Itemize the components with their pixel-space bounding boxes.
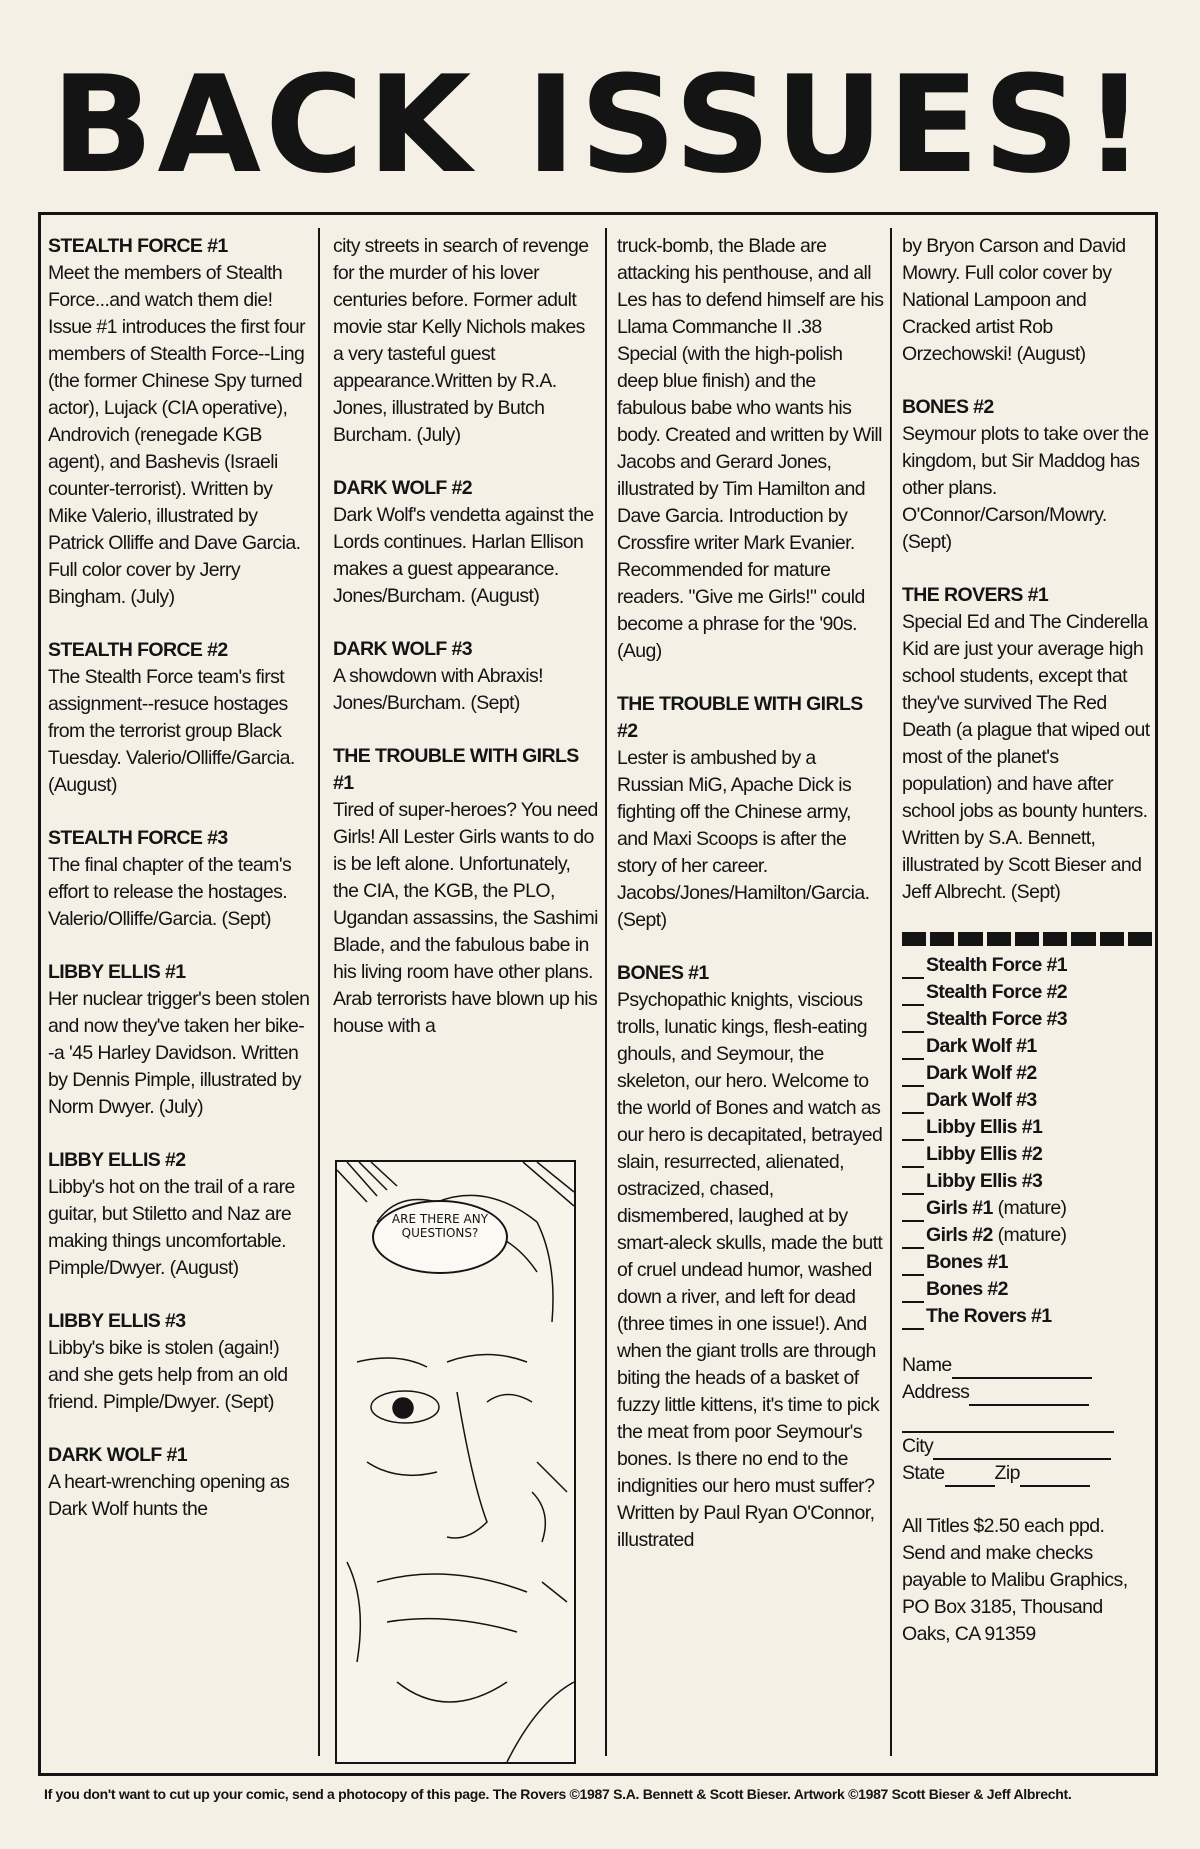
column-divider <box>890 228 892 1756</box>
issue-title: STEALTH FORCE #2 <box>48 639 228 661</box>
footer-note: If you don't want to cut up your comic, send a photocopy of this page. The Rovers ©1987 S.A. Bennett & Scott Bieser. Artwork ©1987 Scott Bieser & Jeff Albrecht. <box>44 1786 1072 1802</box>
order-checkbox-libby-ellis-3[interactable]: Libby Ellis #3 <box>902 1168 1152 1195</box>
price-instructions: All Titles $2.50 each ppd. Send and make checks payable to Malibu Graphics, PO Box 3185, Thousand Oaks, CA 91359 <box>902 1515 1128 1645</box>
divider-bars <box>902 932 1152 946</box>
column-divider <box>318 228 320 1756</box>
issue-description: Special Ed and The Cinderella Kid are just your average high school students, except that they've survived The Red Death (a plague that wiped out most of the planet's population) and have after school jobs as bounty hunters. Written by S.A. Bennett, illustrated by Scott Bieser and Jeff Albrecht. (Sept) <box>902 611 1150 903</box>
issue-description: Lester is ambushed by a Russian MiG, Apache Dick is fighting off the Chinese army, and Maxi Scoops is after the story of her career. Jacobs/Jones/Hamilton/Garcia. (Sept) <box>617 747 870 931</box>
issue-description: The Stealth Force team's first assignment--resuce hostages from the terrorist group Black Tuesday. Valerio/Olliffe/Garcia. (August) <box>48 666 295 796</box>
issue-entry <box>333 475 598 610</box>
issue-title: DARK WOLF #2 <box>333 477 473 499</box>
issue-description: A heart-wrenching opening as Dark Wolf hunts the <box>48 1471 290 1520</box>
order-checkbox-bones-2[interactable]: Bones #2 <box>902 1276 1152 1303</box>
column-divider <box>605 228 607 1756</box>
issue-entry <box>48 1147 310 1282</box>
order-checkbox-girls-1[interactable]: Girls #1 (mature) <box>902 1195 1152 1222</box>
issue-title: BONES #1 <box>617 962 709 984</box>
issue-title: THE ROVERS #1 <box>902 584 1049 606</box>
issue-title: THE TROUBLE WITH GIRLS #2 <box>617 693 863 742</box>
order-checkbox-dark-wolf-3[interactable]: Dark Wolf #3 <box>902 1087 1152 1114</box>
issue-description: Dark Wolf's vendetta against the Lords continues. Harlan Ellison makes a guest appearance. Jones/Burcham. (August) <box>333 504 594 607</box>
address-line-2[interactable] <box>902 1406 1152 1433</box>
issue-description: city streets in search of revenge for the murder of his lover centuries before. Former adult movie star Kelly Nichols makes a very tasteful guest appearance.Written by R.A. Jones, illustrated by Butch Burcham. (July) <box>333 235 589 446</box>
order-checkbox-bones-1[interactable]: Bones #1 <box>902 1249 1152 1276</box>
issue-title: BONES #2 <box>902 396 994 418</box>
page-title: BACK ISSUES! <box>51 47 1149 203</box>
address-field[interactable]: Address <box>902 1379 1152 1406</box>
issue-description: The final chapter of the team's effort to release the hostages. Valerio/Olliffe/Garcia. (Sept) <box>48 854 292 930</box>
issue-entry <box>902 394 1152 556</box>
state-zip-field[interactable]: State Zip <box>902 1460 1152 1487</box>
order-checkbox-dark-wolf-1[interactable]: Dark Wolf #1 <box>902 1033 1152 1060</box>
issue-description: by Bryon Carson and David Mowry. Full color cover by National Lampoon and Cracked artist Rob Orzechowski! (August) <box>902 235 1126 365</box>
name-field[interactable]: Name <box>902 1352 1152 1379</box>
city-field[interactable]: City <box>902 1433 1152 1460</box>
issue-entry <box>902 582 1152 906</box>
issue-description: Her nuclear trigger's been stolen and now they've taken her bike--a '45 Harley Davidson. Written by Dennis Pimple, illustrated by Norm Dwyer. (July) <box>48 988 310 1118</box>
continued-text <box>333 233 598 449</box>
issue-description: Seymour plots to take over the kingdom, but Sir Maddog has other plans. O'Connor/Carson/Mowry. (Sept) <box>902 423 1149 553</box>
continued-text <box>902 233 1152 368</box>
order-checkbox-libby-ellis-1[interactable]: Libby Ellis #1 <box>902 1114 1152 1141</box>
order-form <box>902 952 1152 1648</box>
order-checkbox-libby-ellis-2[interactable]: Libby Ellis #2 <box>902 1141 1152 1168</box>
issue-title: DARK WOLF #1 <box>48 1444 188 1466</box>
order-checkbox-girls-2[interactable]: Girls #2 (mature) <box>902 1222 1152 1249</box>
issue-entry <box>333 743 598 1040</box>
order-checkbox-stealth-force-2[interactable]: Stealth Force #2 <box>902 979 1152 1006</box>
issue-entry <box>48 637 310 799</box>
order-checkbox-stealth-force-1[interactable]: Stealth Force #1 <box>902 952 1152 979</box>
issue-entry <box>48 825 310 933</box>
continued-text <box>617 233 885 665</box>
issue-title: LIBBY ELLIS #2 <box>48 1149 186 1171</box>
issue-entry <box>48 959 310 1121</box>
order-checkbox-the-rovers-1[interactable]: The Rovers #1 <box>902 1303 1152 1330</box>
column-1 <box>48 233 310 1549</box>
issue-description: truck-bomb, the Blade are attacking his penthouse, and all Les has to defend himself are his Llama Commanche II .38 Special (with the high-polish deep blue finish) and the fabulous babe who wants his body. Created and written by Will Jacobs and Gerard Jones, illustrated by Tim Hamilton and Dave Garcia. Introduction by Crossfire writer Mark Evanier. Recommended for mature readers. "Give me Girls!" could become a phrase for the '90s. (Aug) <box>617 235 884 662</box>
issue-title: THE TROUBLE WITH GIRLS #1 <box>333 745 579 794</box>
issue-title: LIBBY ELLIS #3 <box>48 1310 186 1332</box>
order-checkbox-dark-wolf-2[interactable]: Dark Wolf #2 <box>902 1060 1152 1087</box>
issue-entry <box>48 233 310 611</box>
issue-description: Libby's hot on the trail of a rare guitar, but Stiletto and Naz are making things uncomfortable. Pimple/Dwyer. (August) <box>48 1176 295 1279</box>
issue-title: STEALTH FORCE #1 <box>48 235 228 257</box>
issue-description: Libby's bike is stolen (again!) and she gets help from an old friend. Pimple/Dwyer. (Sept) <box>48 1337 288 1413</box>
column-4 <box>902 233 1152 1648</box>
issue-description: Meet the members of Stealth Force...and watch them die! Issue #1 introduces the first four members of Stealth Force--Ling (the former Chinese Spy turned actor), Lujack (CIA operative), Androvich (renegade KGB agent), and Bashevis (Israeli counter-terrorist). Written by Mike Valerio, illustrated by Patrick Olliffe and Dave Garcia. Full color cover by Jerry Bingham. (July) <box>48 262 306 608</box>
issue-description: Tired of super-heroes? You need Girls! All Lester Girls wants to do is be left alone. Unfortunately, the CIA, the KGB, the PLO, Ugandan assassins, the Sashimi Blade, and the fabulous babe in his living room have other plans. Arab terrorists have blown up his house with a <box>333 799 598 1037</box>
issue-title: LIBBY ELLIS #1 <box>48 961 186 983</box>
issue-title: DARK WOLF #3 <box>333 638 473 660</box>
issue-description: Psychopathic knights, viscious trolls, lunatic kings, flesh-eating ghouls, and Seymour, the skeleton, our hero. Welcome to the world of Bones and watch as our hero is decapitated, betrayed slain, resurrected, alienated, ostracized, chased, dismembered, laughed at by smart-aleck skulls, made the butt of cruel undead humor, washed down a river, and left for dead (three times in one issue!). And when the giant trolls are through biting the heads of a basket of fuzzy little kittens, it's time to pick the meat from poor Seymour's bones. Is there no end to the indignities our hero must suffer? Written by Paul Ryan O'Connor, illustrated <box>617 989 883 1551</box>
column-3 <box>617 233 885 1580</box>
speech-bubble: ARE THERE ANY QUESTIONS? <box>372 1200 508 1274</box>
issue-entry <box>48 1308 310 1416</box>
order-checkbox-stealth-force-3[interactable]: Stealth Force #3 <box>902 1006 1152 1033</box>
column-2 <box>333 233 598 1066</box>
issue-entry <box>333 636 598 717</box>
issue-entry <box>617 960 885 1554</box>
issue-entry <box>48 1442 310 1523</box>
issue-description: A showdown with Abraxis! Jones/Burcham. (Sept) <box>333 665 543 714</box>
issue-entry <box>617 691 885 934</box>
issue-title: STEALTH FORCE #3 <box>48 827 228 849</box>
